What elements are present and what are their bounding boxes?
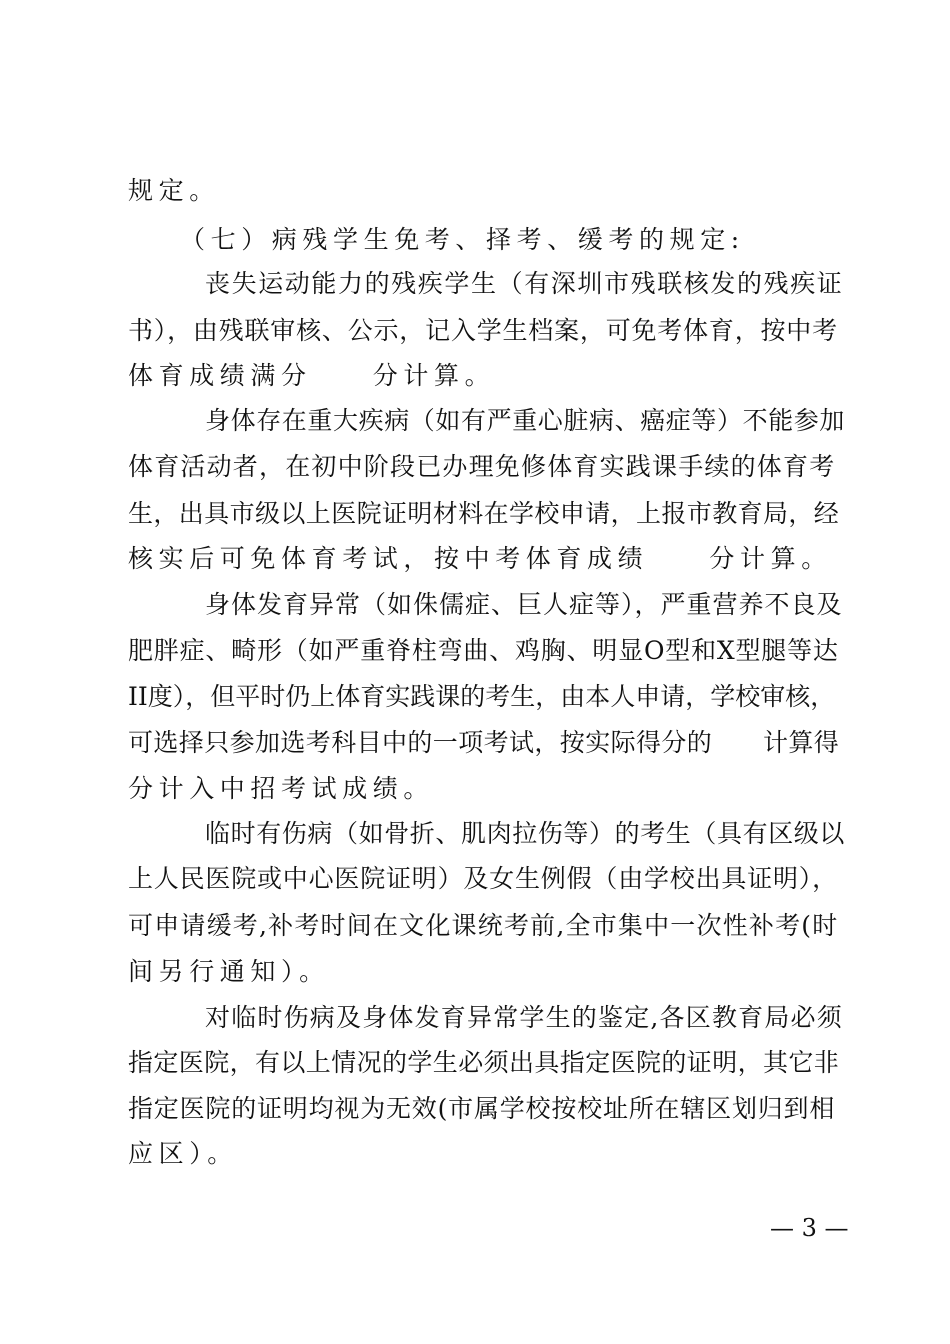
text-line-8: 生，出具市级以上医院证明材料在学校申请，上报市教育局，经 [128, 499, 840, 528]
text-line-17: 可申请缓考,补考时间在文化课统考前,全市集中一次性补考(时 [128, 911, 839, 940]
text-line-11: 肥胖症、畸形（如严重脊柱弯曲、鸡胸、明显O型和X型腿等达 [128, 636, 839, 665]
text-line-9: 核实后可免体育考试，按中考体育成绩 分计算。 [128, 544, 832, 573]
page-number: — 3 — [770, 1214, 849, 1242]
text-line-1: 规定。 [128, 176, 220, 205]
text-line-15: 临时有伤病（如骨折、肌肉拉伤等）的考生（具有区级以 [205, 819, 846, 848]
text-line-10: 身体发育异常（如侏儒症、巨人症等），严重营养不良及 [205, 590, 843, 619]
text-line-14: 分计入中招考试成绩。 [128, 774, 435, 803]
text-line-22: 应区）。 [128, 1139, 238, 1168]
text-line-4: 书），由残联审核、公示，记入学生档案，可免考体育，按中考 [128, 316, 838, 345]
text-line-16: 上人民医院或中心医院证明）及女生例假（由学校出具证明）， [128, 864, 838, 893]
text-line-18: 间另行通知）。 [128, 957, 330, 986]
text-line-6: 身体存在重大疾病（如有严重心脏病、癌症等）不能参加 [205, 406, 846, 435]
section-heading: （七）病残学生免考、择考、缓考的规定: [180, 225, 745, 254]
text-line-20: 指定医院，有以上情况的学生必须出具指定医院的证明，其它非 [128, 1048, 840, 1077]
text-line-3: 丧失运动能力的残疾学生（有深圳市残联核发的残疾证 [205, 269, 844, 298]
text-line-13: 可选择只参加选考科目中的一项考试，按实际得分的 计算得 [128, 728, 840, 757]
text-line-19: 对临时伤病及身体发育异常学生的鉴定,各区教育局必须 [205, 1003, 843, 1032]
text-line-12: II度），但平时仍上体育实践课的考生，由本人申请，学校审核， [128, 682, 836, 711]
text-line-7: 体育活动者，在初中阶段已办理免修体育实践课手续的体育考 [128, 452, 836, 481]
text-line-21: 指定医院的证明均视为无效(市属学校按校址所在辖区划归到相 [128, 1094, 836, 1123]
text-line-5: 体育成绩满分 分计算。 [128, 361, 496, 390]
